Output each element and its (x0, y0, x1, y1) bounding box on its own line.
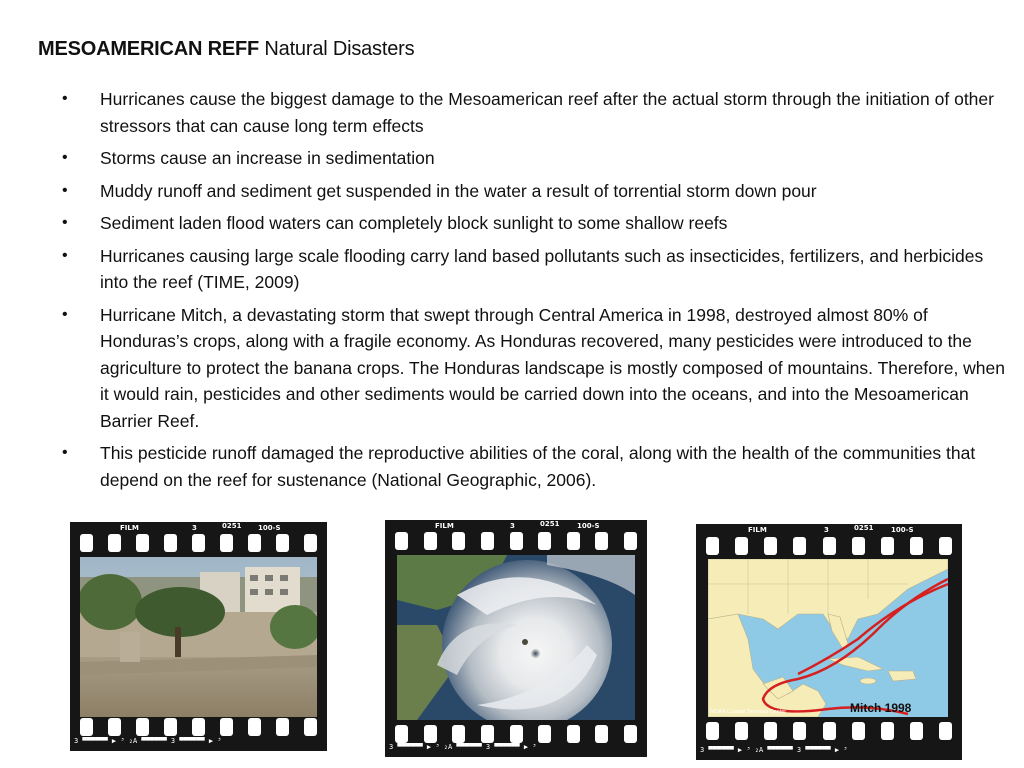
film-footer: 3 ▀▀▀▀▀▀ ▶ ³ ₂A ▀▀▀▀▀▀ 3 ▀▀▀▀▀▀ ▶ ³ (389, 743, 537, 751)
bullet-icon: • (62, 181, 68, 199)
bullet-icon: • (62, 149, 68, 166)
bullet-icon: • (62, 90, 68, 107)
bullet-item (62, 440, 1007, 493)
flood-image-icon (80, 557, 317, 717)
bullet-item (62, 86, 1007, 139)
title-bold: MESOAMERICAN REFF (38, 38, 260, 60)
hurricane-satellite-photo (397, 555, 635, 720)
film-iso: 100-S (891, 526, 914, 534)
title-normal: Natural Disasters (264, 38, 415, 60)
bullet-icon: • (62, 246, 68, 264)
bullet-item (62, 302, 1007, 435)
map-caption: Mitch 1998 (850, 701, 912, 715)
sprocket-holes-bottom (80, 718, 317, 736)
sprocket-holes-top (706, 537, 952, 555)
film-footer: 3 ▀▀▀▀▀▀ ▶ ³ ₂A ▀▀▀▀▀▀ 3 ▀▀▀▀▀▀ ▶ ³ (74, 737, 222, 745)
film-footer: 3 ▀▀▀▀▀▀ ▶ ³ ₂A ▀▀▀▀▀▀ 3 ▀▀▀▀▀▀ ▶ ³ (700, 746, 848, 754)
bullet-item (62, 210, 1007, 237)
film-number: 3 (192, 524, 197, 532)
bullet-text: This pesticide runoff damaged the reproductive abilities of the coral, along with the health of the communities that depend on the reef for sustenance (National Geographic, 2006). (100, 443, 976, 490)
sprocket-holes-bottom (706, 722, 952, 740)
bullet-text: Storms cause an increase in sedimentation (100, 148, 435, 168)
map-icon (708, 559, 948, 717)
film-frame-map (696, 524, 962, 760)
sprocket-holes-bottom (395, 725, 637, 743)
sprocket-holes-top (395, 532, 637, 550)
bullet-item (62, 243, 1007, 296)
film-header (70, 523, 327, 533)
bullet-text: Hurricanes causing large scale flooding carry land based pollutants such as insecticides, fertilizers, and herbicides into the reef (TIME, 2009) (100, 245, 984, 292)
bullet-list (62, 86, 1007, 499)
film-number: 3 (510, 522, 515, 530)
flood-photo (80, 557, 317, 717)
bullet-item (62, 145, 1007, 172)
film-header (385, 521, 647, 531)
hurricane-track-map (708, 559, 948, 717)
bullet-icon: • (62, 214, 68, 231)
film-number: 3 (824, 526, 829, 534)
bullet-icon: • (62, 305, 68, 323)
map-credit: NOAA Coastal Services Center (710, 709, 787, 715)
film-code: 0251 (854, 524, 874, 532)
film-frame-hurricane (385, 520, 647, 757)
film-code: 0251 (540, 520, 560, 528)
sprocket-holes-top (80, 534, 317, 552)
bullet-text: Hurricanes cause the biggest damage to the Mesoamerican reef after the actual storm through the initiation of other stressors that can cause long term effects (100, 89, 994, 136)
film-iso: 100-S (577, 522, 600, 530)
bullet-text: Hurricane Mitch, a devastating storm that swept through Central America in 1998, destroyed almost 80% of Honduras’s crops, along with a fragile economy. As Honduras recovered, many pesticides were introduced to the agriculture to protect the banana crops. The Honduras landscape is mostly composed of mountains. Therefore, when it would rain, pesticides and other sediments would be carried down into the oceans, and into the Mesoamerican Barrier Reef. (100, 304, 1006, 431)
hurricane-image-icon (397, 555, 635, 720)
film-label: FILM (435, 522, 454, 530)
film-label: FILM (748, 526, 767, 534)
bullet-text: Sediment laden flood waters can completely block sunlight to some shallow reefs (100, 213, 728, 233)
film-header (696, 525, 962, 535)
slide-title (38, 38, 414, 61)
film-frame-flood (70, 522, 327, 751)
bullet-text: Muddy runoff and sediment get suspended in the water a result of torrential storm down pour (100, 180, 817, 201)
bullet-item (62, 178, 1007, 205)
film-label: FILM (120, 524, 139, 532)
film-code: 0251 (222, 522, 242, 530)
bullet-icon: • (62, 444, 68, 461)
film-iso: 100-S (258, 524, 281, 532)
